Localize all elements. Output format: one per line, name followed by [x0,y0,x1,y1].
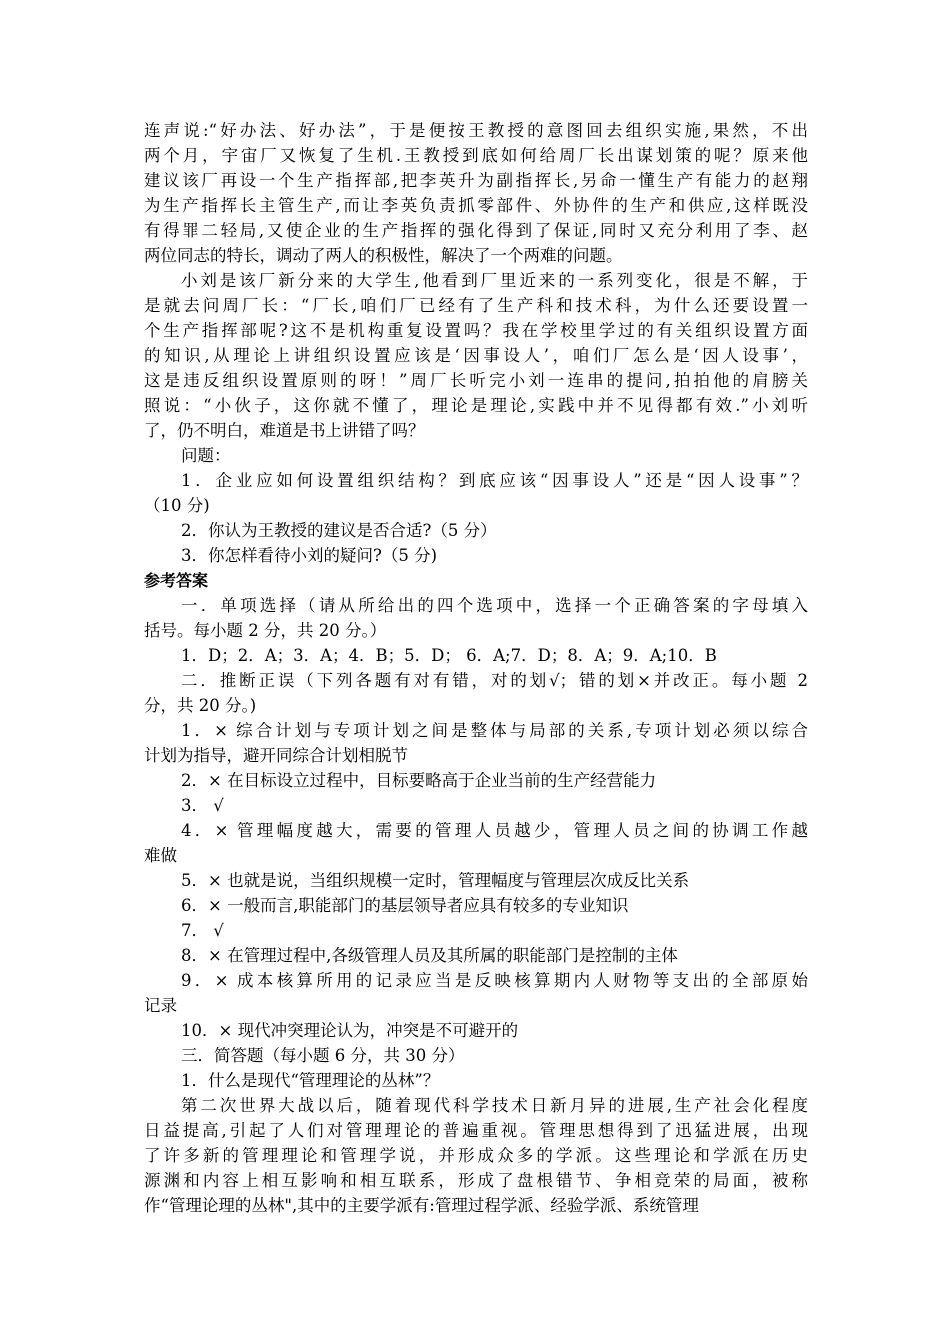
paragraph [144,918,808,943]
text-line: 两个月，宇宙厂又恢复了生机.王教授到底如何给周厂长出谋划策的呢？原来他 [144,146,808,165]
text-line: 建议该厂再设一个生产指挥部,把李英升为副指挥长,另命一懂生产有能力的赵翔 [144,171,808,190]
text-line: 日益提高,引起了人们对管理理论的普遍重视。管理思想得到了迅猛进展，出现 [144,1121,808,1140]
text-line: 难做 [144,846,177,865]
text-line: 9．× 成本核算所用的记录应当是反映核算期内人财物等支出的全部原始 [181,971,808,990]
paragraph [144,468,808,518]
text-line: 记录 [144,996,177,1015]
text-line: 作“管理论理的丛林",其中的主要学派有:管理过程学派、经验学派、系统管理 [144,1196,699,1215]
text-line: 有得罪二轻局,又使企业的生产指挥的强化得到了保证,同时又充分利用了李、赵 [144,221,808,240]
text-line: 这是违反组织设置原则的呀！”周厂长听完小刘一连串的提问,拍拍他的肩膀关 [144,371,808,390]
paragraph [144,793,808,818]
text-line: 照说：“小伙子，这你就不懂了，理论是理论,实践中并不见得都有效.”小刘听 [144,396,808,415]
text-line: 2．× 在目标设立过程中，目标要略高于企业当前的生产经营能力 [181,771,657,790]
text-line: 的知识,从理论上讲组织设置应该是‘因事设人’，咱们厂怎么是‘因人设事’， [144,346,808,365]
text-line: 5．× 也就是说，当组织规模一定时，管理幅度与管理层次成反比关系 [181,871,690,890]
text-line: 1．什么是现代“管理理论的丛林”？ [181,1071,440,1090]
paragraph [144,443,808,468]
text-line: 个生产指挥部呢?这不是机构重复设置吗？我在学校里学过的有关组织设置方面 [144,321,808,340]
text-line: 一．单项选择（请从所给出的四个选项中，选择一个正确答案的字母填入 [181,596,808,615]
text-line: 了许多新的管理理论和管理学说，并形成众多的学派。这些理论和学派在历史 [144,1146,808,1165]
paragraph [144,718,808,768]
text-line: 源渊和内容上相互影响和相互联系，形成了盘根错节、争相竞荣的局面，被称 [144,1171,808,1190]
paragraph [144,668,808,718]
paragraph [144,268,808,443]
text-line: 连声说:“好办法、好办法”，于是便按王教授的意图回去组织实施,果然，不出 [144,121,808,140]
paragraph [144,893,808,918]
text-line: 3． √ [181,796,224,815]
paragraph [144,968,808,1018]
text-line: 计划为指导，避开同综合计划相脱节 [144,746,408,765]
paragraph [144,1043,808,1068]
paragraph [144,1068,808,1093]
text-line: 二．推断正误（下列各题有对有错，对的划√；错的划×并改正。每小题 2 [181,671,808,690]
paragraph [144,1018,808,1043]
section-heading [144,568,808,593]
text-line: 4．× 管理幅度越大，需要的管理人员越少，管理人员之间的协调工作越 [181,821,808,840]
text-line: 第二次世界大战以后，随着现代科学技术日新月异的进展,生产社会化程度 [181,1096,808,1115]
text-line: 小刘是该厂新分来的大学生,他看到厂里近来的一系列变化，很是不解，于 [181,271,808,290]
paragraph [144,593,808,643]
text-line: 分，共 20 分。) [144,696,257,715]
text-line: （10 分) [144,496,210,515]
paragraph [144,643,808,668]
text-line: 1．× 综合计划与专项计划之间是整体与局部的关系,专项计划必须以综合 [181,721,808,740]
text-line: 1．企业应如何设置组织结构？到底应该“因事设人”还是“因人设事”？ [181,471,808,490]
text-line: 了，仍不明白，难道是书上讲错了吗？ [144,421,425,440]
text-line: 1．D；2．A；3．A；4．B；5．D； 6．A;7．D；8．A；9．A;10．B [181,646,717,665]
text-line: 问题： [181,446,231,465]
text-line: 3．你怎样看待小刘的疑问?（5 分) [181,546,438,565]
text-line: 10．× 现代冲突理论认为，冲突是不可避开的 [181,1021,519,1040]
paragraph [144,118,808,268]
paragraph [144,543,808,568]
text-line: 6．× 一般而言,职能部门的基层领导者应具有较多的专业知识 [181,896,629,915]
text-line: 两位同志的特长，调动了两人的积极性，解决了一个两难的问题。 [144,246,623,265]
paragraph [144,818,808,868]
text-line: 括号。每小题 2 分，共 20 分。） [144,621,387,640]
text-line: 为生产指挥长主管生产,而让李英负责抓零部件、外协件的生产和供应,这样既没 [144,196,808,215]
paragraph [144,943,808,968]
paragraph [144,1093,808,1218]
text-line: 是就去问周厂长：“厂长,咱们厂已经有了生产科和技术科，为什么还要设置一 [144,296,808,315]
text-line: 参考答案 [144,571,209,590]
paragraph [144,868,808,893]
text-line: 7． √ [181,921,224,940]
paragraph [144,518,808,543]
text-line: 2．你认为王教授的建议是否合适?（5 分） [181,521,497,540]
document-page [144,118,808,1218]
text-line: 三．简答题（每小题 6 分，共 30 分） [181,1046,465,1065]
paragraph [144,768,808,793]
text-line: 8．× 在管理过程中,各级管理人员及其所属的职能部门是控制的主体 [181,946,678,965]
